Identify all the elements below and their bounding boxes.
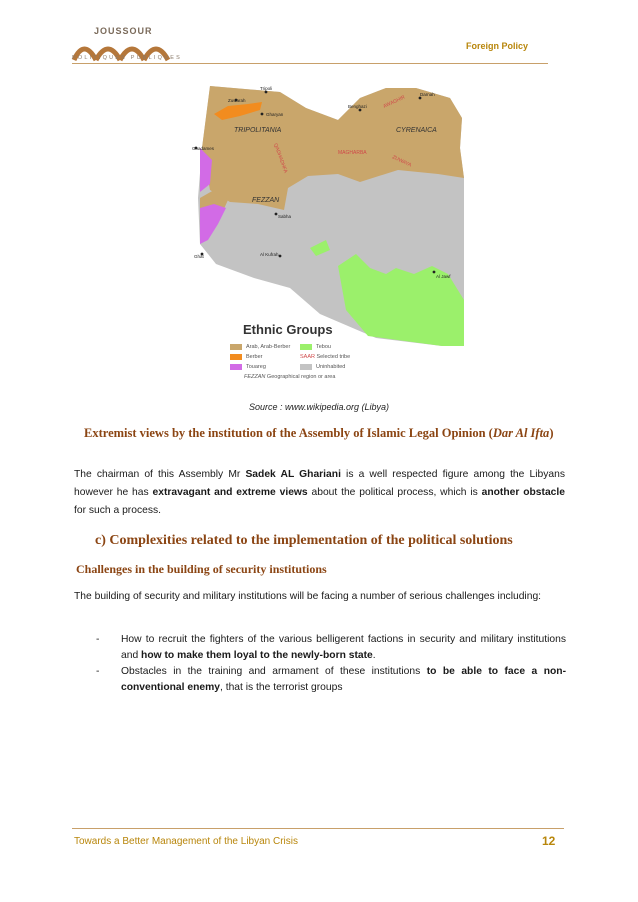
city-al-jawf: Al Jawf	[436, 274, 451, 279]
legend-title: Ethnic Groups	[243, 322, 333, 337]
svg-text:MAGHARBA: MAGHARBA	[338, 150, 367, 156]
logo-subtitle: POLITIQUES PUBLIQUES	[72, 55, 183, 61]
legend-swatch-tebou	[300, 344, 312, 350]
footer-title: Towards a Better Management of the Libyan Crisis	[74, 836, 298, 847]
label-cyrenaica: CYRENAICA	[396, 127, 437, 134]
legend-fezzan-note: FEZZAN Geographical region or area	[244, 374, 336, 380]
map-legend	[230, 344, 410, 384]
city-benghazi: Benghazi	[348, 104, 367, 109]
list-item: - How to recruit the fighters of the various belligerent factions in security and military institutions and how to make them loyal to the newly-born state.	[96, 634, 566, 661]
svg-text:QADHADHFA: QADHADHFA	[272, 142, 289, 174]
logo-name: JOUSSOUR	[94, 26, 153, 36]
footer-divider	[72, 828, 564, 829]
header-divider	[72, 63, 548, 64]
city-ghat: Ghat	[194, 254, 204, 259]
svg-text:ZUWAYA: ZUWAYA	[391, 154, 413, 169]
svg-text:AWAGHIR: AWAGHIR	[382, 94, 407, 110]
label-tripolitania: TRIPOLITANIA	[234, 127, 282, 134]
city-ghadames: Ghadames	[192, 146, 215, 151]
list-item: - Obstacles in the training and armament of these institutions to be able to face a non-conventional enemy, that is the terrorist groups	[96, 666, 566, 693]
legend-swatch-arab	[230, 344, 242, 350]
header-section: Foreign Policy	[465, 41, 528, 51]
legend-selected: SAAR Selected tribe	[300, 354, 351, 360]
legend-tebou: Tebou	[316, 344, 331, 350]
city-tripoli: Tripoli	[260, 86, 273, 91]
heading-complexities: c) Complexities related to the implementation of the political solutions	[95, 533, 513, 548]
city-gharyan: Gharyan	[266, 112, 284, 117]
legend-swatch-berber	[230, 354, 242, 360]
label-fezzan: FEZZAN	[252, 197, 280, 204]
challenges-list	[96, 632, 566, 696]
image-source: Source : www.wikipedia.org (Libya)	[248, 402, 390, 412]
city-zuwarah: Zuwarah	[228, 98, 246, 103]
paragraph-ghariani: The chairman of this Assembly Mr Sadek AL Ghariani is a well respected figure among the Libyans however he has extravagant and extreme views about the political process, which is another obstacle for such a process.	[74, 469, 565, 516]
legend-berber: Berber	[246, 354, 263, 360]
city-al-kufrah: Al Kufrah	[260, 252, 279, 257]
page-number: 12	[542, 834, 556, 848]
heading-extremist-views: Extremist views by the institution of the Assembly of Islamic Legal Opinion (Dar Al Ifta)	[84, 426, 554, 440]
legend-swatch-uninhabited	[300, 364, 312, 370]
paragraph-security: The building of security and military institutions will be facing a number of serious challenges including:	[74, 591, 542, 602]
heading-security-challenges: Challenges in the building of security institutions	[76, 562, 327, 576]
city-darnah: Darnah	[420, 92, 435, 97]
legend-touareg: Touareg	[246, 364, 266, 370]
city-sabha: Sabha	[278, 214, 292, 219]
legend-uninhabited: Uninhabited	[316, 364, 346, 370]
legend-arab: Arab, Arab-Berber	[246, 344, 291, 350]
legend-swatch-touareg	[230, 364, 242, 370]
